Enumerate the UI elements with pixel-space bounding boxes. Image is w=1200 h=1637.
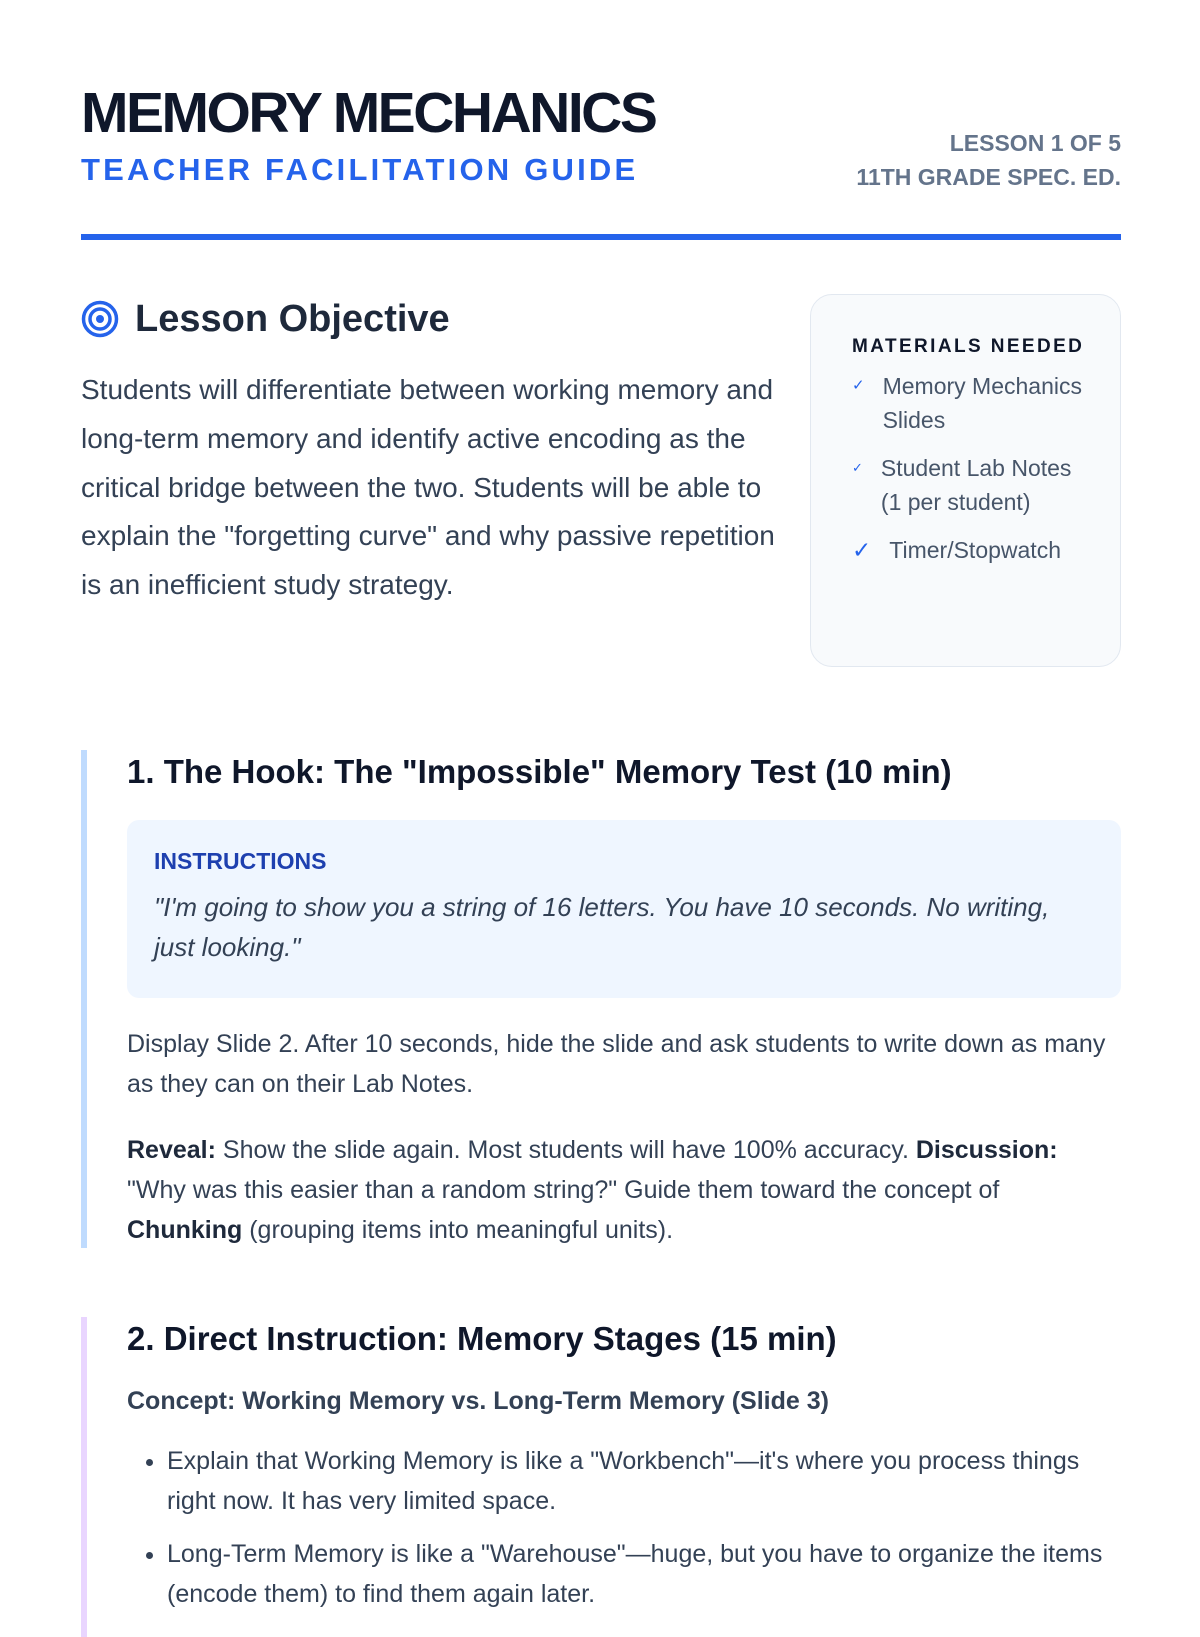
check-icon: ✓ bbox=[852, 460, 863, 475]
target-icon bbox=[81, 300, 119, 338]
materials-item bbox=[852, 451, 1090, 519]
materials-item-label: Timer/Stopwatch bbox=[889, 537, 1061, 563]
objective-text: Students will differentiate between working memory and long-term memory and identify active encoding as the critical bridge between the two. Students will be able to explain the "forgetting curve" and why passive repetition is an inefficient study strategy. bbox=[81, 374, 775, 601]
section-hook bbox=[81, 750, 1127, 1248]
reveal-paragraph bbox=[127, 1130, 1121, 1250]
section-title: 2. Direct Instruction: Memory Stages (15 min) bbox=[127, 1320, 837, 1357]
lesson-objective bbox=[81, 294, 781, 610]
check-icon: ✓ bbox=[852, 377, 865, 394]
materials-card bbox=[810, 294, 1121, 667]
discussion-label: Discussion: bbox=[915, 1136, 1058, 1164]
list-item: • Explain that Working Memory is like a "Workbench"—it's where you process things right now. It has very limited space. bbox=[167, 1441, 1121, 1521]
section-title: 1. The Hook: The "Impossible" Memory Test (10 min) bbox=[127, 753, 952, 790]
materials-item bbox=[852, 533, 1090, 567]
materials-item-label: Memory Mechanics Slides bbox=[882, 373, 1082, 433]
lesson-number: LESSON 1 OF 5 bbox=[949, 130, 1121, 156]
grade-level: 11TH GRADE SPEC. ED. bbox=[856, 164, 1121, 190]
reveal-text: Show the slide again. Most students will have 100% accuracy. bbox=[215, 1136, 916, 1164]
section-direct-instruction-content bbox=[127, 1317, 1121, 1627]
header-divider bbox=[81, 234, 1121, 240]
objective-header bbox=[81, 294, 781, 344]
page-title: MEMORY MECHANICS bbox=[81, 81, 656, 145]
materials-heading: MATERIALS NEEDED bbox=[852, 336, 1085, 357]
instructions-label: INSTRUCTIONS bbox=[154, 848, 327, 874]
section-direct-instruction bbox=[81, 1317, 1127, 1637]
instructions-box bbox=[127, 820, 1121, 998]
materials-item-label: Student Lab Notes (1 per student) bbox=[880, 455, 1072, 515]
display-instructions: Display Slide 2. After 10 seconds, hide the slide and ask students to write down as many as they can on their Lab Notes. bbox=[127, 1030, 1106, 1098]
objective-heading: Lesson Objective bbox=[135, 297, 450, 340]
page-subtitle: TEACHER FACILITATION GUIDE bbox=[81, 152, 639, 187]
concept-bullets bbox=[127, 1441, 1121, 1614]
list-item: • Long-Term Memory is like a "Warehouse"—huge, but you have to organize the items (encode them) to find them again later. bbox=[167, 1534, 1121, 1614]
instructions-quote: "I'm going to show you a string of 16 letters. You have 10 seconds. No writing, just looking." bbox=[154, 892, 1050, 962]
concept-heading: Concept: Working Memory vs. Long-Term Memory (Slide 3) bbox=[127, 1387, 829, 1415]
lesson-meta bbox=[856, 126, 1121, 194]
materials-item bbox=[852, 369, 1090, 437]
discussion-text: "Why was this easier than a random string?" Guide them toward the concept of bbox=[127, 1176, 1000, 1204]
check-icon: ✓ bbox=[852, 537, 872, 563]
chunking-definition: (grouping items into meaningful units). bbox=[242, 1216, 674, 1244]
reveal-label: Reveal: bbox=[127, 1136, 216, 1164]
guide-page bbox=[81, 0, 1121, 1608]
chunking-term: Chunking bbox=[127, 1216, 243, 1244]
section-hook-content bbox=[127, 750, 1121, 1250]
page-header bbox=[81, 0, 1121, 244]
